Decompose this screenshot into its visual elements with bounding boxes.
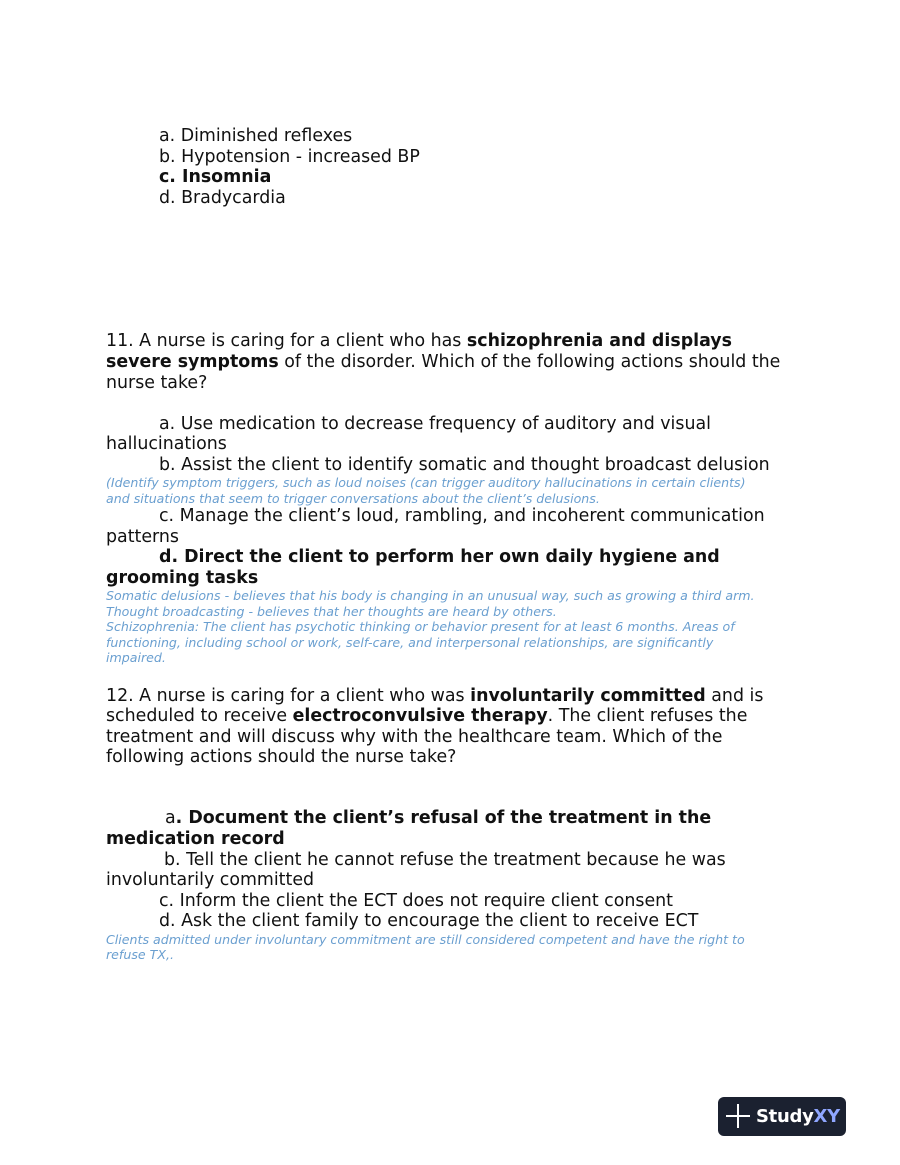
logo-word-xy: XY xyxy=(813,1106,840,1127)
q11-option-a: a. Use medication to decrease frequency of auditory and visual xyxy=(159,414,711,434)
q11-option-c-cont: patterns xyxy=(106,527,179,547)
q11-note-line-5: impaired. xyxy=(106,650,166,665)
studyxy-logo[interactable] xyxy=(718,1097,846,1136)
q12-option-a-answer: medication record xyxy=(106,829,285,849)
q11-option-b: b. Assist the client to identify somatic and thought broadcast delusion xyxy=(159,455,770,475)
q10-option-c xyxy=(159,167,271,188)
q12-note-line-2: refuse TX,. xyxy=(106,947,174,962)
q11-stem-bold: severe symptoms xyxy=(106,352,279,372)
q12-option-a xyxy=(165,808,711,829)
q11-note-line-4: functioning, including school or work, self-care, and interpersonal relationships, are significantly xyxy=(106,635,714,650)
q11-option-d xyxy=(159,547,720,568)
plus-icon xyxy=(726,1104,750,1128)
q12-option-a-answer: . Document the client’s refusal of the treatment in the xyxy=(175,808,712,828)
q12-stem-bold: electroconvulsive therapy xyxy=(292,706,548,726)
q12-stem-text: scheduled to receive xyxy=(106,706,293,726)
q12-stem-line-3: treatment and will discuss why with the healthcare team. Which of the xyxy=(106,727,723,747)
q12-stem-line-4: following actions should the nurse take? xyxy=(106,747,457,767)
q12-stem-text: . The client refuses the xyxy=(547,706,748,726)
q11-note-line-1: Somatic delusions - believes that his body is changing in an unusual way, such as growing a third arm. xyxy=(106,588,755,603)
q12-option-d: d. Ask the client family to encourage the client to receive ECT xyxy=(159,911,699,931)
q11-option-c: c. Manage the client’s loud, rambling, and incoherent communication xyxy=(159,506,765,526)
q10-option-b: b. Hypotension - increased BP xyxy=(159,147,420,167)
logo-wordmark xyxy=(756,1106,840,1127)
q11-stem-text: of the disorder. Which of the following actions should the xyxy=(278,352,781,372)
q11-note-line-3: Schizophrenia: The client has psychotic thinking or behavior present for at least 6 months. Areas of xyxy=(106,619,735,634)
q11-option-d-answer: grooming tasks xyxy=(106,568,259,588)
q11-note-line-2: Thought broadcasting - believes that her thoughts are heard by others. xyxy=(106,604,557,619)
q12-option-b: b. Tell the client he cannot refuse the treatment because he was xyxy=(164,850,726,870)
q12-note-line-1: Clients admitted under involuntary commitment are still considered competent and have the right to xyxy=(106,932,745,947)
q12-option-a-prefix: a xyxy=(165,808,176,828)
q11-option-d-cont xyxy=(106,568,258,589)
q11-stem-line-3: nurse take? xyxy=(106,373,208,393)
q12-stem-bold: involuntarily committed xyxy=(470,686,706,706)
q11-note-b-line-2: and situations that seem to trigger conversations about the client’s delusions. xyxy=(106,491,600,506)
logo-word-study: Study xyxy=(756,1106,814,1127)
q11-stem-text: 11. A nurse is caring for a client who has xyxy=(106,331,467,351)
q11-option-d-answer: d. Direct the client to perform her own daily hygiene and xyxy=(159,547,720,567)
q11-note-b-line-1: (Identify symptom triggers, such as loud noises (can trigger auditory hallucinations in certain clients) xyxy=(106,475,746,490)
q10-option-a: a. Diminished reflexes xyxy=(159,126,353,146)
q10-option-c-answer: c. Insomnia xyxy=(159,167,272,187)
q12-option-c: c. Inform the client the ECT does not require client consent xyxy=(159,891,673,911)
q12-stem-line-2 xyxy=(106,706,747,727)
q10-option-d: d. Bradycardia xyxy=(159,188,286,208)
q11-option-a-cont: hallucinations xyxy=(106,434,227,454)
q12-stem-text: and is xyxy=(705,686,764,706)
q12-stem-text: 12. A nurse is caring for a client who was xyxy=(106,686,471,706)
q12-option-b-cont: involuntarily committed xyxy=(106,870,315,890)
q12-stem-line-1 xyxy=(106,686,763,707)
q11-stem-line-2 xyxy=(106,352,780,373)
q11-stem-line-1 xyxy=(106,331,732,352)
q11-stem-bold: schizophrenia and displays xyxy=(466,331,732,351)
q12-option-a-cont xyxy=(106,829,285,850)
